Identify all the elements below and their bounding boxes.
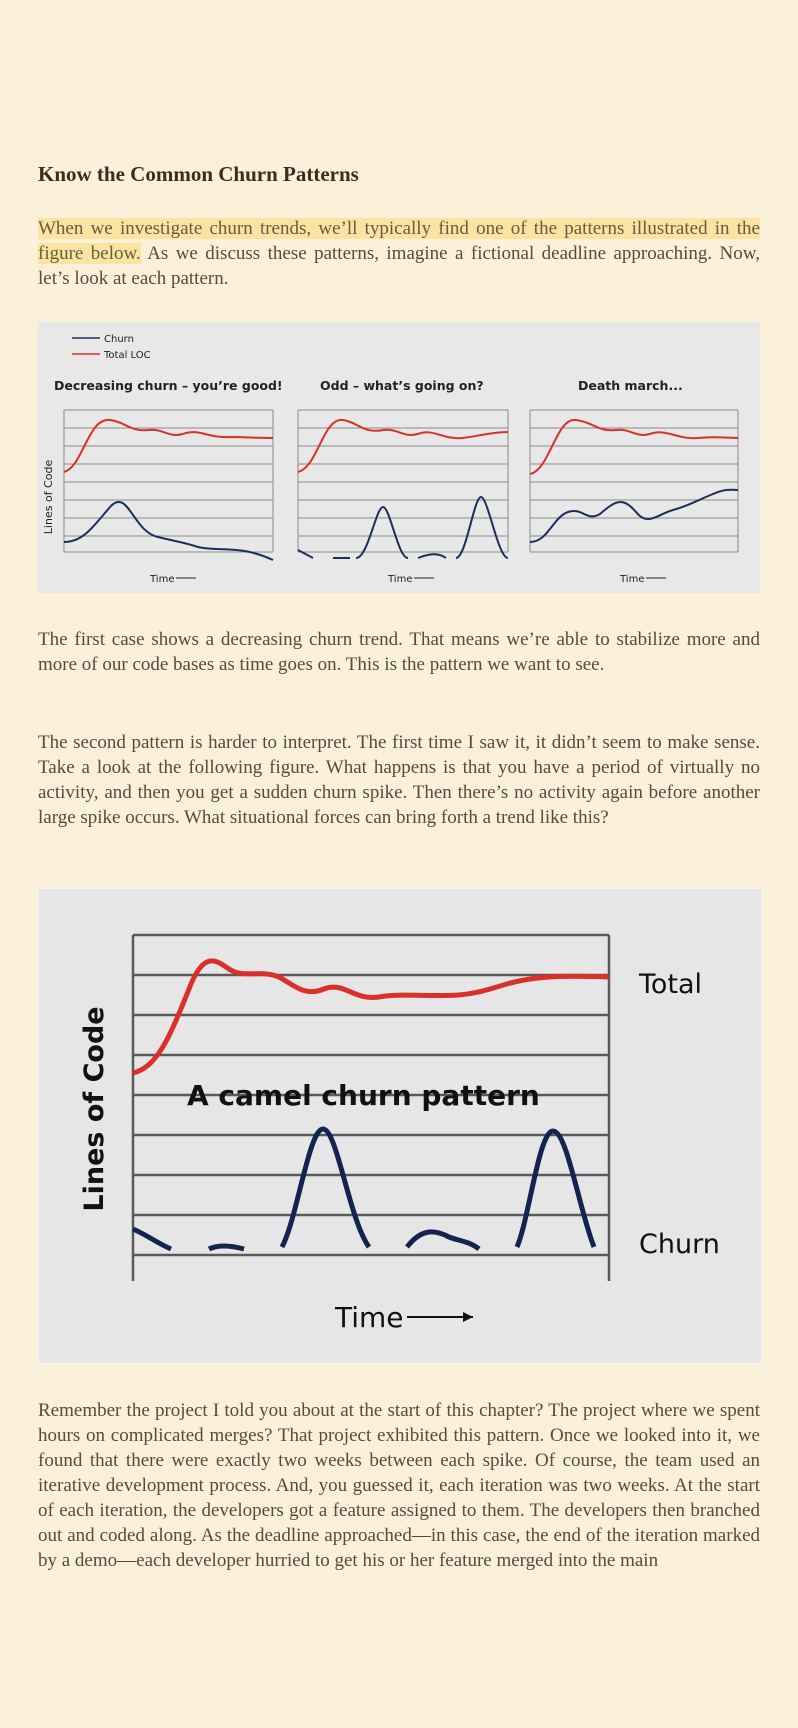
section-heading: Know the Common Churn Patterns <box>38 162 359 186</box>
panel-title-decreasing: Decreasing churn – you’re good! <box>54 378 283 393</box>
highlighted-text[interactable]: When we investigate churn trends, we’ll typically find one of the patterns illustrated in the figure below. <box>38 218 760 264</box>
camel-time-arrowhead <box>463 1312 473 1322</box>
paragraph-decreasing-trend: The first case shows a decreasing churn trend. That means we’re able to stabilize more and more of our code bases as time goes on. This is the pattern we want to see. <box>38 629 760 675</box>
camel-chart-title: A camel churn pattern <box>187 1079 540 1112</box>
panel-odd <box>298 410 508 585</box>
panel-2-x-label: Time <box>388 574 413 585</box>
panel-decreasing <box>64 410 273 585</box>
panel-title-odd: Odd – what’s going on? <box>320 378 484 393</box>
camel-churn-label: Churn <box>639 1229 720 1260</box>
panel-3-churn-line <box>530 490 738 542</box>
legend-churn-label: Churn <box>104 334 134 345</box>
camel-churn-svg <box>39 889 761 1363</box>
paragraph-second-pattern: The second pattern is harder to interpret. The first time I saw it, it didn’t seem to make sense. Take a look at the following figure. What happens is that you have a period of virtually no activity, and then you get a sudden churn spike. Then there’s no activity again before another large spike occurs. What situational forces can bring forth a trend like this? <box>38 732 760 828</box>
panel-2-grid <box>298 410 508 552</box>
panel-1-x-label: Time <box>150 574 175 585</box>
legend-total-label: Total LOC <box>104 350 151 361</box>
intro-paragraph-rest: As we discuss these patterns, imagine a fictional deadline approaching. Now, let’s look at each pattern. <box>38 243 760 289</box>
panel-1-churn-line <box>64 502 273 560</box>
camel-churn-figure <box>38 888 762 1364</box>
panel-1-grid <box>64 410 273 552</box>
panel-death-march <box>530 410 738 585</box>
camel-x-axis-label: Time <box>335 1301 404 1334</box>
camel-churn-line <box>133 1129 594 1249</box>
panel-3-grid <box>530 410 738 552</box>
intro-paragraph <box>38 216 760 291</box>
churn-patterns-svg <box>38 322 760 593</box>
y-axis-label: Lines of Code <box>42 459 55 535</box>
panel-title-death-march: Death march... <box>578 378 683 393</box>
panel-3-x-label: Time <box>620 574 645 585</box>
paragraph-project-story: Remember the project I told you about at the start of this chapter? The project where we spent hours on complicated merges? That project exhibited this pattern. Once we looked into it, we found that there were exactly two weeks between each spike. Of course, the team used an iterative development process. And, you guessed it, each iteration was two weeks. At the start of each iteration, the developers got a feature assigned to them. The developers then branched out and coded along. As the deadline approached—in this case, the end of the iteration marked by a demo—each developer hurried to get his or her feature merged into the main <box>38 1400 760 1571</box>
camel-y-axis-label: Lines of Code <box>79 1006 110 1212</box>
camel-total-label: Total <box>639 969 703 1000</box>
churn-patterns-figure <box>38 322 760 593</box>
panel-2-churn-line <box>298 497 508 558</box>
